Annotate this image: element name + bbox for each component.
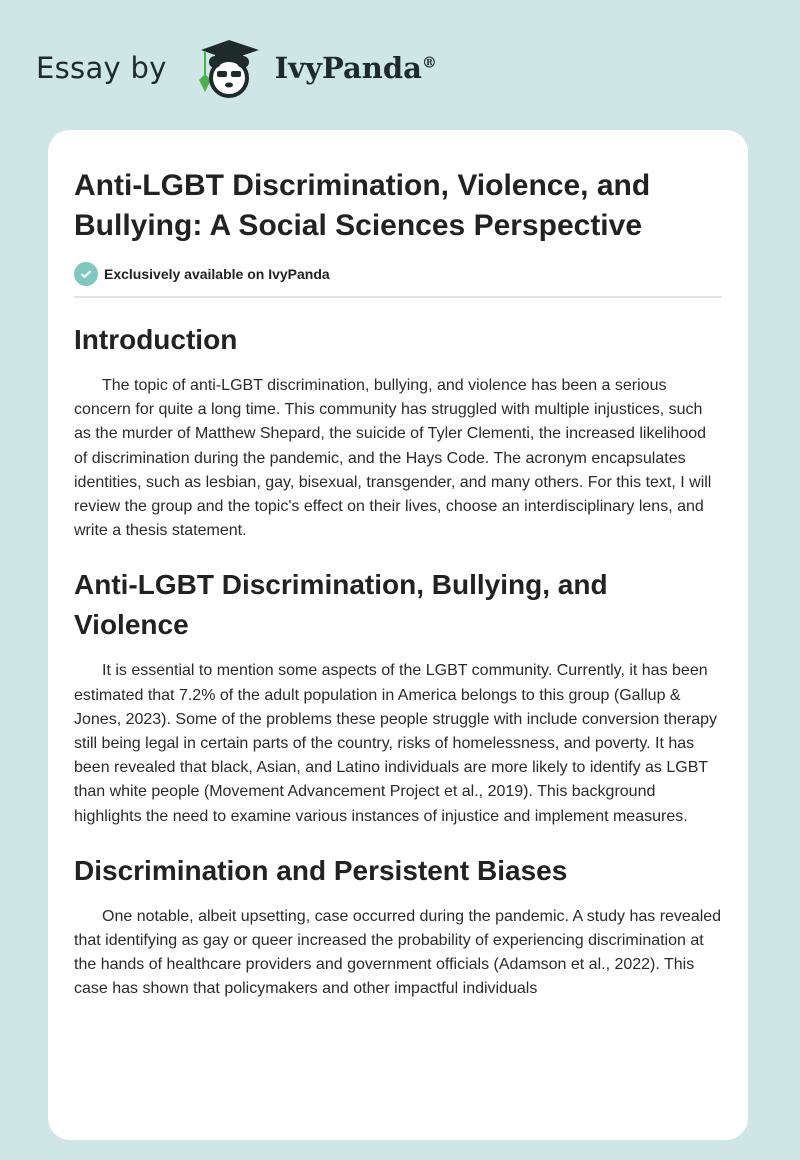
section-heading: Discrimination and Persistent Biases	[74, 854, 568, 886]
brand-header	[36, 38, 437, 98]
check-circle-icon	[74, 262, 98, 286]
section-paragraph: The topic of anti-LGBT discrimination, bullying, and violence has been a serious concern for quite a long time. This community has struggled with multiple injustices, such as the murder of Matthew Shepard, the suicide of Tyler Clementi, the increased likelihood of discrimination during the pandemic, and the Hays Code. The acronym encapsulates identities, such as lesbian, gay, bisexual, transgender, and many others. For this text, I will review the group and the topic's effect on their lives, choose an interdisciplinary lens, and write a thesis statement.	[74, 377, 712, 540]
essay-title: Anti-LGBT Discrimination, Violence, and Bullying: A Social Sciences Perspective	[74, 169, 651, 242]
essay-card	[48, 130, 748, 1140]
ivypanda-wordmark: IvyPanda®	[274, 51, 437, 85]
section-paragraph: One notable, albeit upsetting, case occurred during the pandemic. A study has revealed that identifying as gay or queer increased the probability of experiencing discrimination at the hands of healthcare providers and government officials (Adamson et al., 2022). This case has shown that policymakers and other impactful individuals	[74, 907, 722, 998]
exclusive-badge-text: Exclusively available on IvyPanda	[104, 266, 330, 282]
exclusive-badge	[74, 262, 722, 286]
section-paragraph: It is essential to mention some aspects of the LGBT community. Currently, it has been estimated that 7.2% of the adult population in America belongs to this group (Gallup & Jones, 2023). Some of the problems these people struggle with include conversion therapy still being legal in certain parts of the country, risks of homelessness, and poverty. It has been revealed that black, Asian, and Latino individuals are more likely to identify as LGBT than white people (Movement Advancement Project et al., 2019). This background highlights the need to examine various instances of injustice and implement measures.	[74, 662, 718, 825]
section-heading: Anti-LGBT Discrimination, Bullying, and Violence	[74, 569, 608, 641]
essay-by-label: Essay by	[36, 51, 167, 85]
section-heading: Introduction	[74, 324, 238, 355]
panda-logo-icon	[187, 36, 271, 100]
divider	[74, 296, 722, 298]
